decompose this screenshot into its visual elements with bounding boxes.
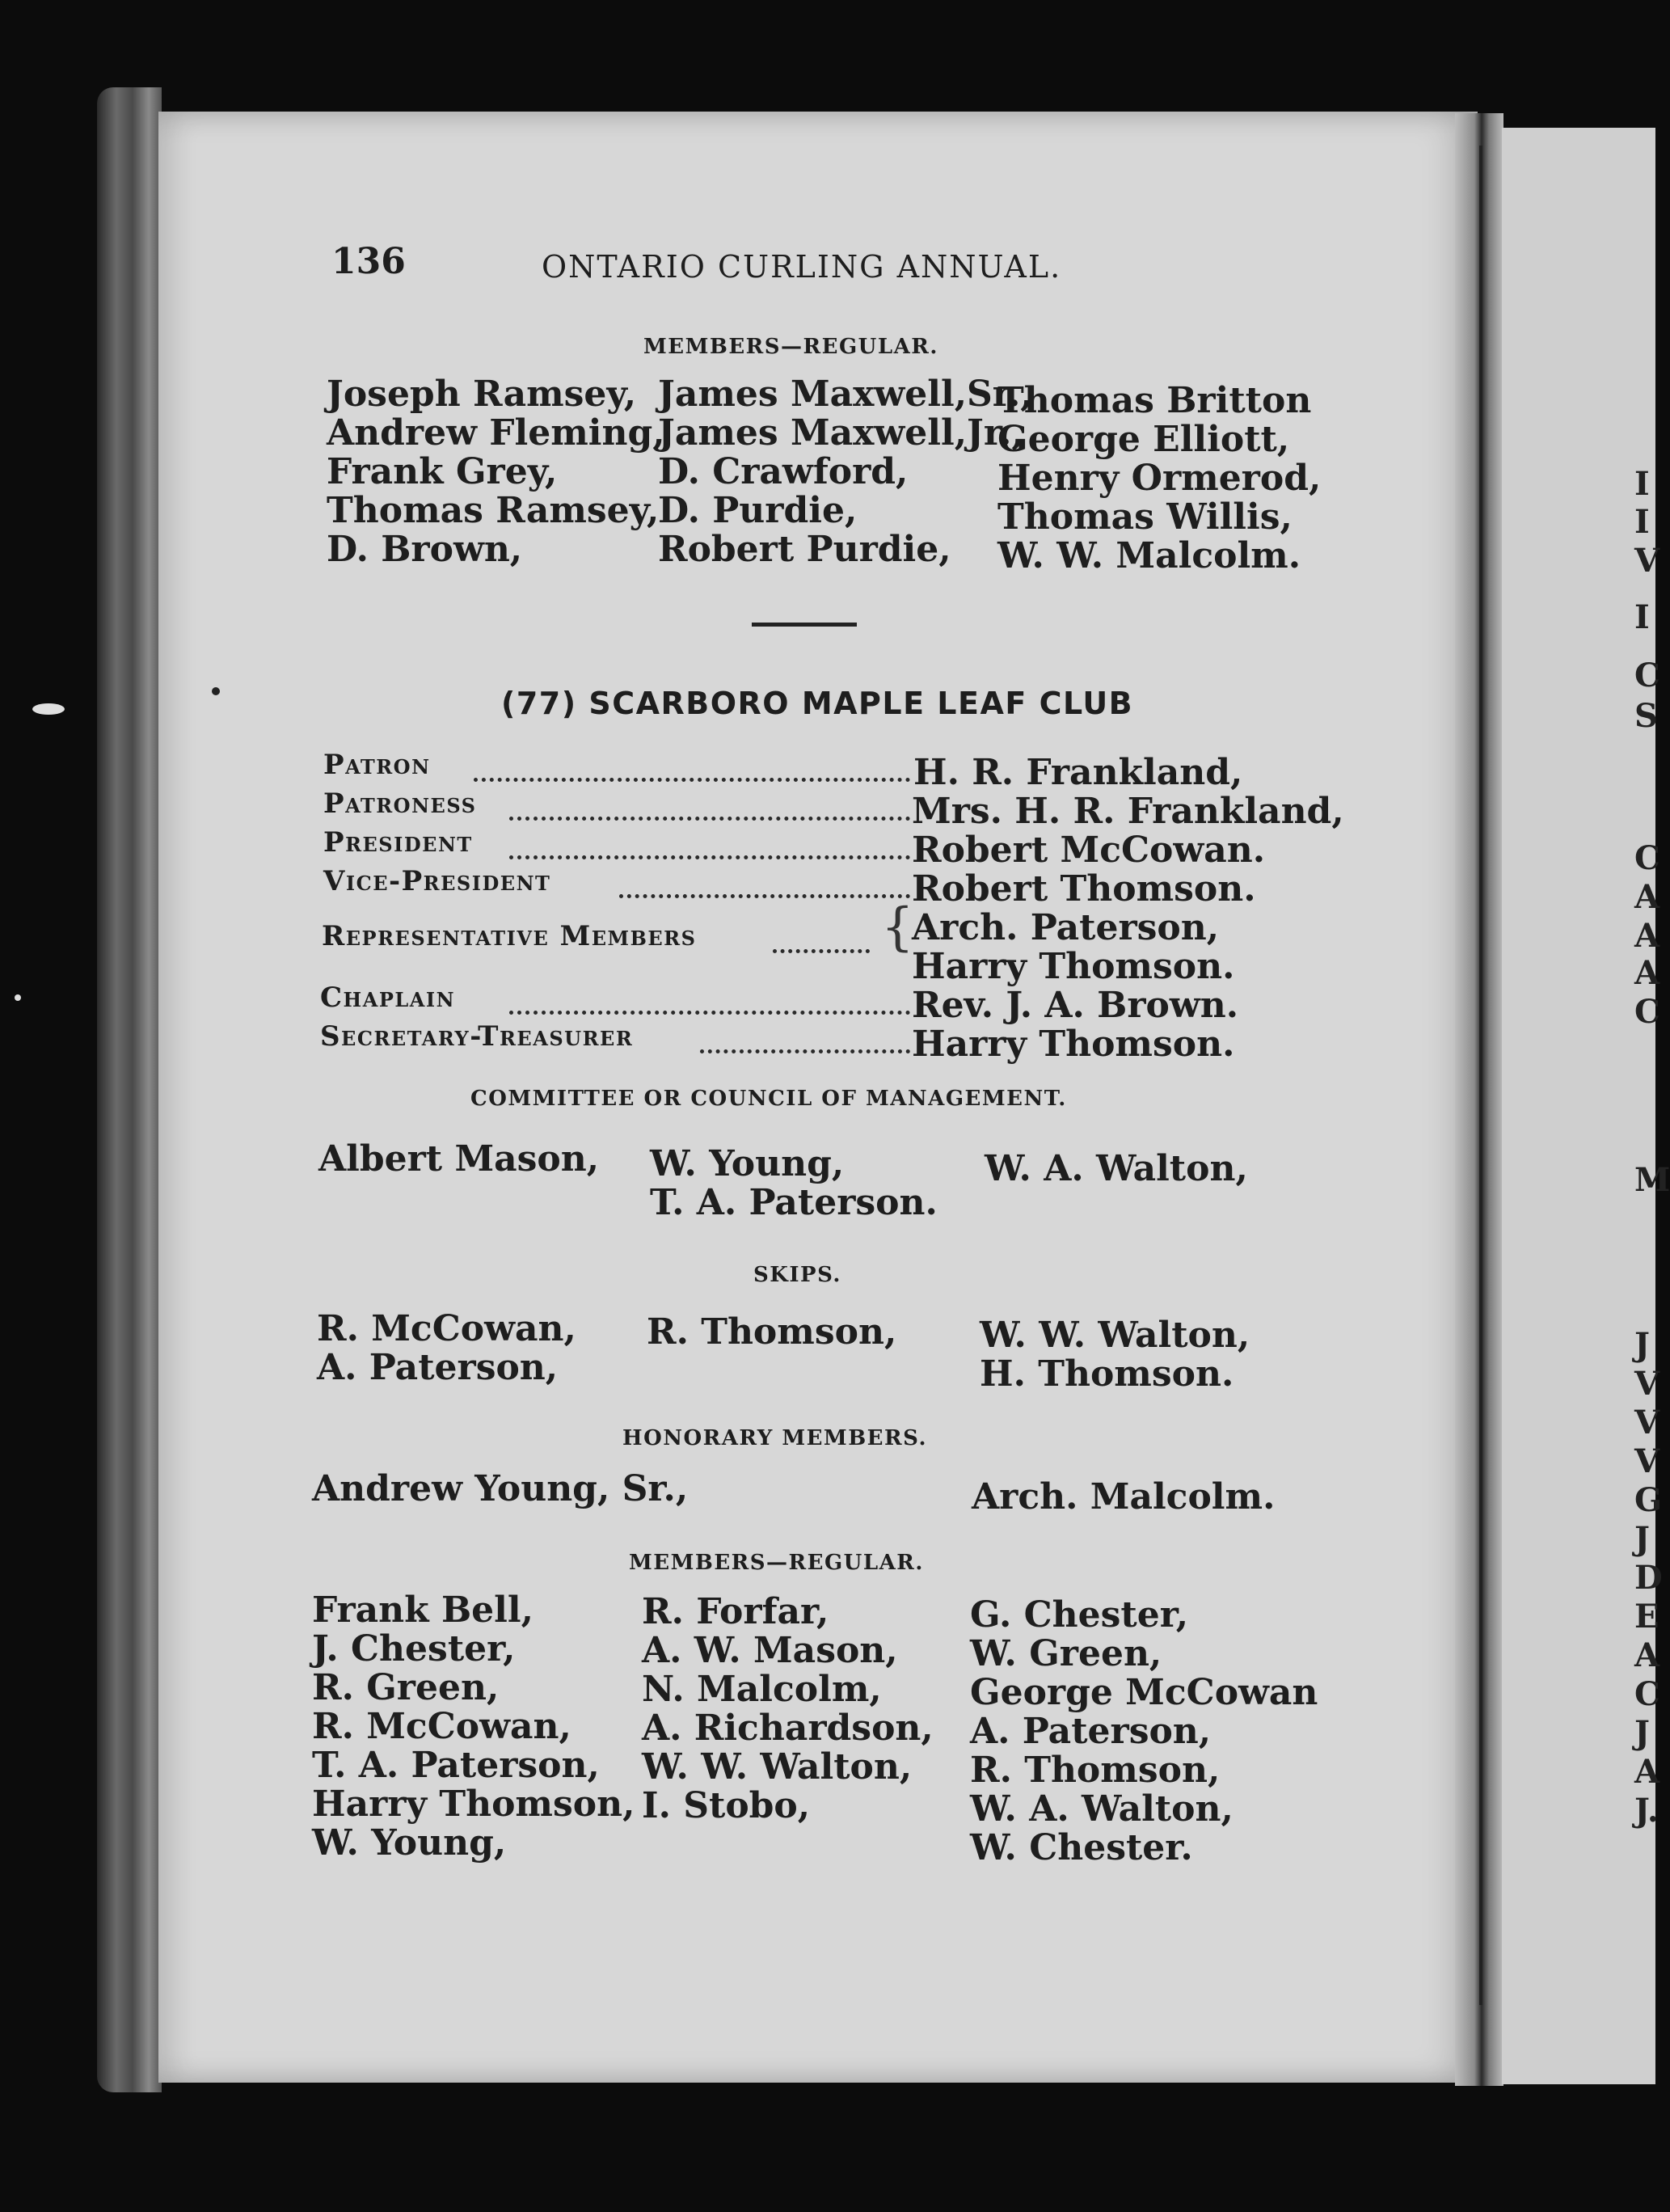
member-name: Frank Grey,	[327, 451, 558, 492]
facing-letter: J	[1634, 1326, 1650, 1364]
facing-letter: J	[1634, 1520, 1650, 1558]
member-name: W. Young,	[312, 1822, 507, 1864]
office-label: Patron	[323, 749, 431, 781]
facing-letter: S	[1634, 697, 1658, 735]
member-name: George McCowan	[970, 1672, 1318, 1713]
member-name: Thomas Ramsey,	[327, 490, 660, 531]
brace-icon: {	[881, 897, 914, 957]
facing-letter: C	[1634, 993, 1660, 1031]
member-name: W. W. Walton,	[642, 1746, 913, 1788]
committee-name: W. A. Walton,	[985, 1148, 1248, 1189]
officer-name: Arch. Paterson,	[912, 907, 1220, 948]
facing-letter: J	[1634, 1714, 1650, 1752]
club-title: (77) SCARBORO MAPLE LEAF CLUB	[501, 686, 1134, 721]
skip-name: H. Thomson.	[980, 1353, 1234, 1395]
office-label: Patroness	[323, 787, 477, 820]
facing-letter: A	[1634, 917, 1660, 955]
section-heading-members-regular: MEMBERS—REGULAR.	[629, 1551, 924, 1575]
section-heading-honorary: HONORARY MEMBERS.	[622, 1426, 928, 1450]
office-label: Representative Members	[322, 920, 697, 952]
section-divider	[752, 623, 857, 627]
facing-letter: C	[1634, 1675, 1660, 1713]
honorary-member-name: Arch. Malcolm.	[972, 1476, 1276, 1518]
facing-letter: D	[1634, 1559, 1663, 1597]
officer-name: Harry Thomson.	[912, 1024, 1235, 1065]
leader-dots	[619, 894, 910, 898]
member-name: R. Thomson,	[970, 1750, 1221, 1791]
committee-name: T. A. Paterson.	[650, 1182, 938, 1223]
member-name: Frank Bell,	[312, 1589, 533, 1631]
film-speck	[32, 703, 65, 715]
member-name: D. Purdie,	[658, 490, 858, 531]
member-name: James Maxwell,Jr.,	[658, 412, 1024, 454]
officer-name: Rev. J. A. Brown.	[912, 985, 1239, 1026]
page-number: 136	[331, 241, 406, 282]
member-name: A. Paterson,	[970, 1711, 1212, 1752]
facing-letter: I	[1634, 503, 1650, 541]
officer-name: Robert Thomson.	[912, 868, 1256, 910]
facing-letter: A	[1634, 878, 1660, 916]
facing-letter: A	[1634, 1753, 1660, 1791]
facing-letter: E	[1634, 1598, 1659, 1636]
section-heading-members-regular: MEMBERS—REGULAR.	[643, 335, 938, 359]
officer-name: Robert McCowan.	[912, 830, 1266, 871]
member-name: W. W. Malcolm.	[997, 535, 1301, 576]
leader-dots	[700, 1049, 910, 1053]
member-name: A. Richardson,	[642, 1708, 934, 1749]
facing-letter: J.	[1634, 1792, 1659, 1830]
section-heading-skips: SKIPS.	[753, 1263, 841, 1287]
facing-letter: V	[1634, 1404, 1660, 1442]
skip-name: W. W. Walton,	[980, 1315, 1250, 1356]
member-name: W. Chester.	[970, 1827, 1193, 1868]
facing-letter: V	[1634, 1365, 1660, 1403]
member-name: Thomas Willis,	[997, 496, 1293, 538]
facing-page	[1502, 128, 1655, 2084]
facing-letter: M	[1634, 1161, 1670, 1199]
member-name: D. Crawford,	[658, 451, 909, 492]
leader-dots	[773, 949, 870, 953]
skip-name: R. Thomson,	[647, 1311, 897, 1353]
facing-letter: I	[1634, 598, 1650, 636]
leader-dots	[474, 778, 910, 782]
committee-name: Albert Mason,	[318, 1138, 600, 1180]
member-name: R. Green,	[312, 1667, 500, 1708]
committee-name: W. Young,	[650, 1143, 845, 1184]
officer-name: Mrs. H. R. Frankland,	[912, 791, 1344, 832]
member-name: W. Green,	[970, 1633, 1162, 1674]
member-name: Thomas Britton	[997, 380, 1312, 421]
member-name: Robert Purdie,	[658, 529, 951, 570]
ink-speck	[212, 687, 220, 695]
officer-name: Harry Thomson.	[912, 946, 1235, 987]
member-name: J. Chester,	[312, 1628, 516, 1670]
facing-letter: A	[1634, 1636, 1660, 1674]
member-name: George Elliott,	[997, 419, 1290, 460]
binding-thread	[1479, 146, 1482, 2005]
office-label: Vice-President	[323, 865, 551, 897]
member-name: Joseph Ramsey,	[327, 374, 637, 415]
officer-name: H. R. Frankland,	[913, 752, 1243, 793]
running-title: ONTARIO CURLING ANNUAL.	[542, 249, 1062, 285]
office-label: President	[323, 826, 473, 859]
member-name: R. Forfar,	[642, 1591, 829, 1632]
facing-letter: G	[1634, 1481, 1663, 1519]
honorary-member-name: Andrew Young, Sr.,	[312, 1468, 689, 1509]
member-name: Andrew Fleming,	[327, 412, 665, 454]
facing-letter: V	[1634, 1442, 1660, 1480]
book-edge	[97, 87, 162, 2092]
facing-letter: C	[1634, 839, 1660, 877]
office-label: Chaplain	[320, 981, 456, 1014]
leader-dots	[509, 817, 910, 821]
facing-letter: C	[1634, 656, 1660, 694]
member-name: T. A. Paterson,	[312, 1745, 600, 1786]
member-name: G. Chester,	[970, 1594, 1189, 1636]
member-name: W. A. Walton,	[970, 1788, 1234, 1830]
skip-name: A. Paterson,	[317, 1347, 559, 1388]
leader-dots	[509, 855, 910, 859]
office-label: Secretary-Treasurer	[320, 1020, 634, 1053]
member-name: Harry Thomson,	[312, 1784, 635, 1825]
member-name: James Maxwell,Sr.,	[658, 374, 1033, 415]
facing-letter: V	[1634, 542, 1660, 580]
member-name: Henry Ormerod,	[997, 458, 1322, 499]
film-speck	[15, 994, 21, 1001]
member-name: D. Brown,	[327, 529, 523, 570]
member-name: R. McCowan,	[312, 1706, 571, 1747]
member-name: I. Stobo,	[642, 1785, 811, 1826]
facing-letter: I	[1634, 465, 1650, 503]
leader-dots	[509, 1011, 910, 1015]
skip-name: R. McCowan,	[317, 1308, 576, 1349]
member-name: A. W. Mason,	[642, 1630, 898, 1671]
section-heading-committee: COMMITTEE OR COUNCIL OF MANAGEMENT.	[470, 1087, 1067, 1111]
facing-letter: A	[1634, 954, 1660, 992]
member-name: N. Malcolm,	[642, 1669, 882, 1710]
